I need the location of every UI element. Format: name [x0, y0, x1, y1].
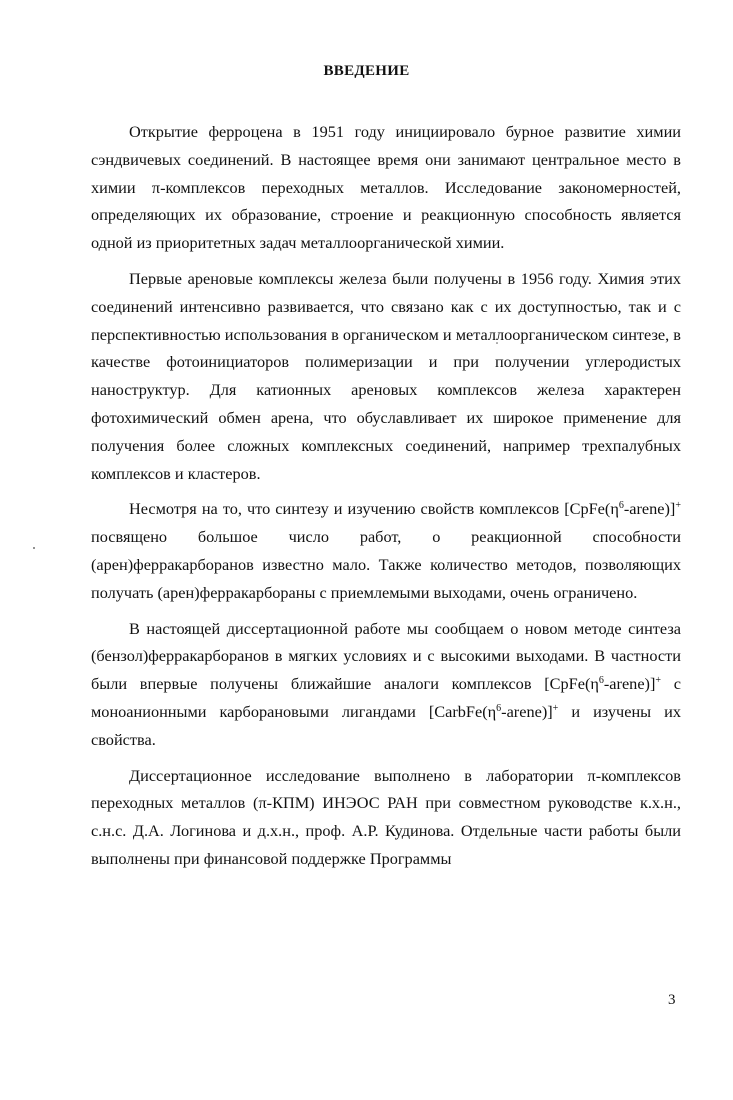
text-run: В настоящей диссертационной работе мы сообщаем о новом методе синтеза (бензол)ферракарборанов в мягких условиях и с высокими выходами. В частности были впервые получены ближайшие аналоги комплексов [CpFe(η: [91, 618, 681, 694]
text-run: Несмотря на то, что синтезу и изучению свойств комплексов [CpFe(η: [129, 499, 619, 519]
text-run: Диссертационное исследование выполнено в лаборатории π-комплексов переходных металлов (π-КПМ) ИНЭОС РАН при совместном руководстве к.х.н., с.н.с. Д.А. Логинова и д.х.н., проф. А.Р. Кудинова. Отдельные части работы были выполнены при финансовой поддержке Программы: [91, 765, 681, 868]
superscript: +: [675, 500, 681, 512]
scan-speck: [33, 547, 35, 549]
page-title: ВВЕДЕНИЕ: [323, 63, 410, 79]
text-run: -arene)]: [623, 499, 676, 519]
body-text: [91, 118, 681, 881]
text-run: и изучены их свойства.: [91, 701, 681, 749]
superscript: 6: [598, 675, 604, 687]
text-run: -arene)]: [501, 701, 553, 721]
paragraph: [91, 762, 681, 873]
text-run: -arene)]: [603, 674, 656, 694]
paragraph: [91, 495, 681, 606]
paragraph: [91, 265, 681, 487]
superscript: +: [552, 702, 559, 714]
superscript: +: [655, 675, 662, 687]
text-run: посвящено большое число работ, о реакционной способности (арен)ферракарборанов известно мало. Также количество методов, позволяющих получать (арен)ферракарбораны с приемлемыми выходами, очень ограничено.: [91, 527, 681, 602]
superscript: 6: [618, 500, 624, 512]
page-number: 3: [668, 992, 676, 1008]
text-run: с моноанионными карборановыми лигандами [CarbFe(η: [91, 674, 682, 721]
paragraph: [91, 615, 681, 754]
superscript: 6: [496, 702, 502, 714]
text-run: Первые ареновые комплексы железа были получены в 1956 году. Химия этих соединений интенсивно развивается, что связано как с их доступностью, так и с перспективностью использования в органическом и металлоорганическом синтезе, в качестве фотоинициаторов полимеризации и при получении углеродистых наноструктур. Для катионных ареновых комплексов железа характерен фотохимический обмен арена, что обуславливает их широкое применение для получения более сложных комплексных соединений, например трехпалубных комплексов и кластеров.: [91, 268, 681, 483]
paragraph: [91, 118, 681, 257]
text-run: Открытие ферроцена в 1951 году инициировало бурное развитие химии сэндвичевых соединений. В настоящее время они занимают центральное место в химии π-комплексов переходных металлов. Исследование закономерностей, определяющих их образование, строение и реакционную способность является одной из приоритетных задач металлоорганической химии.: [91, 122, 681, 253]
